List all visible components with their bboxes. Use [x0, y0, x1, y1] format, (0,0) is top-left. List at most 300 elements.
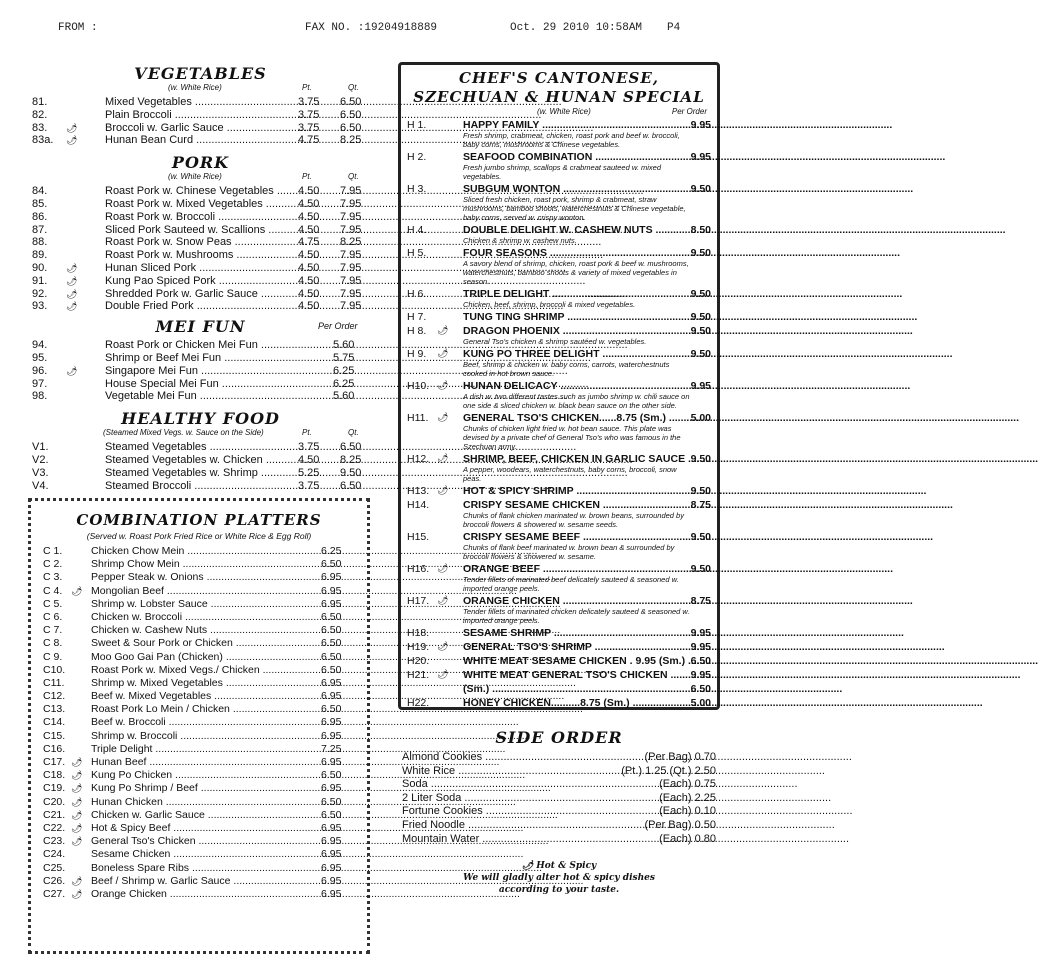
- chef-item: [407, 595, 711, 625]
- combo-price: 6.50: [321, 624, 342, 637]
- chef-item: [407, 151, 711, 181]
- combo-price: 6.50: [321, 663, 342, 676]
- footnote-line1: We will gladly alter hot & spicy dishes: [463, 873, 655, 884]
- combo-number: C 8.: [43, 637, 63, 650]
- menu-item-row: [28, 198, 373, 211]
- chili-icon: 🌶: [71, 796, 83, 807]
- item-name: Hunan Bean Curd .....: [105, 134, 335, 147]
- side-item-name: 2 Liter Soda .....: [402, 792, 642, 806]
- combo-name: Kung Po Shrimp / Beef .....: [91, 782, 326, 795]
- item-name: Steamed Vegetables w. Chicken .....: [105, 454, 335, 467]
- chili-icon: 🌶: [437, 641, 449, 651]
- price-quart: 6.50: [340, 479, 362, 492]
- side-order-list: [398, 751, 720, 846]
- item-number: 82.: [32, 108, 48, 121]
- price-quart: 7.95: [340, 300, 362, 313]
- combo-item-row: [31, 651, 367, 664]
- combo-name: Triple Delight .....: [91, 743, 326, 756]
- chef-item-description: A pepper, woodears, waterchestnuts, baby corns, broccoli, snow peas.: [463, 465, 677, 483]
- chef-item-description: Sliced fresh chicken, roast pork, shrimp & crabmeat, straw mushrooms, bamboo shoots, waterchestnuts & Chinese vegetable, baby corns, served w. crispy wonton.: [463, 195, 686, 222]
- footnote-line2: according to your taste.: [498, 885, 620, 896]
- combo-item-row: [31, 558, 367, 571]
- chef-item-name: HOT & SPICY SHRIMP .....: [463, 485, 653, 497]
- price-quart: 7.95: [340, 249, 362, 262]
- item-name: Roast Pork w. Mixed Vegetables .....: [105, 198, 335, 211]
- combo-price: 6.95: [321, 848, 342, 861]
- chef-item-code: H17.: [407, 595, 430, 607]
- chef-item-description: Chicken & shrimp w. cashew nuts.: [463, 236, 577, 245]
- price-pint: 4.50: [298, 261, 320, 274]
- combo-price: 7.25: [321, 742, 342, 755]
- chef-item-code: H13.: [407, 485, 430, 497]
- item-number: 98.: [32, 390, 48, 403]
- chef-item-code: H 5.: [407, 247, 427, 259]
- chef-item-description: Chunks of flank chicken marinated w. brown beans, surrounded by broccoli flowers & showered w. sesame seeds.: [463, 511, 684, 529]
- side-item-name: Soda .....: [402, 778, 642, 792]
- combo-item-row: [31, 545, 367, 558]
- combo-item-row: [31, 782, 367, 795]
- chef-item-description: Fresh shrimp, crabmeat, chicken, roast pork and beef w. broccoli, baby corns, mushrooms & Chinese vegetables.: [463, 131, 680, 149]
- item-number: 86.: [32, 210, 48, 223]
- chef-subhead: [407, 107, 711, 119]
- combo-item-row: [31, 769, 367, 782]
- chili-icon: 🌶: [66, 365, 78, 376]
- price-pint: 5.25: [298, 466, 320, 479]
- combo-price: 6.25: [321, 545, 342, 557]
- fax-page: P4: [667, 22, 681, 34]
- chef-item: [407, 325, 711, 346]
- item-name: Singapore Mei Fun .....: [105, 365, 340, 378]
- price-quart: 6.50: [340, 96, 362, 108]
- chef-item-name: TUNG TING SHRIMP .....: [463, 311, 653, 323]
- item-name: Roast Pork w. Broccoli .....: [105, 211, 335, 224]
- combo-number: C 2.: [43, 558, 63, 571]
- combo-name: Roast Pork Lo Mein / Chicken .....: [91, 703, 326, 716]
- combo-price: 6.50: [321, 558, 342, 571]
- combo-name: General Tso's Chicken .....: [91, 835, 326, 848]
- combo-item-row: [31, 703, 367, 716]
- menu-item-row: [28, 275, 373, 288]
- price-quart: 8.25: [340, 236, 362, 249]
- price-pint: 3.75: [298, 441, 320, 454]
- combo-number: C23.: [43, 835, 66, 848]
- vegetables-qt-header: Qt.: [348, 83, 359, 92]
- item-price: 5.60: [333, 390, 355, 403]
- side-order-title: SIDE ORDER: [495, 728, 623, 747]
- chef-item-name: WHITE MEAT SESAME CHICKEN . 9.95 (Sm.) .....: [463, 655, 653, 667]
- chef-item-name: DRAGON PHOENIX .....: [463, 325, 653, 337]
- chef-item-description: Tender fillets of marinated beef delicately sauteed & seasoned w. imported orange peels.: [463, 575, 679, 593]
- price-pint: 4.50: [298, 453, 320, 466]
- combo-name: Hunan Chicken .....: [91, 796, 326, 809]
- menu-item-row: [28, 134, 373, 147]
- combo-price: 6.50: [321, 703, 342, 716]
- item-number: 92.: [32, 287, 48, 300]
- item-number: 97.: [32, 377, 48, 390]
- chef-item-name: SHRIMP, BEEF, CHICKEN IN GARLIC SAUCE .....: [463, 453, 653, 465]
- item-price: 5.75: [333, 351, 355, 364]
- price-quart: 6.50: [340, 441, 362, 454]
- item-number: 83.: [32, 121, 48, 134]
- chef-item-code: H15.: [407, 531, 430, 543]
- chef-item-name: ORANGE CHICKEN .....: [463, 595, 653, 607]
- menu-item-row: [28, 288, 373, 301]
- chili-icon: 🌶: [66, 262, 78, 273]
- item-number: 83a.: [32, 134, 54, 147]
- chef-item-price: 9.95: [690, 119, 711, 131]
- item-number: 90.: [32, 261, 48, 274]
- item-name: House Special Mei Fun .....: [105, 378, 340, 391]
- chef-item-name: CRISPY SESAME CHICKEN .....: [463, 499, 653, 511]
- combo-name: Moo Goo Gai Pan (Chicken) .....: [91, 651, 326, 664]
- chef-item-name: FOUR SEASONS .....: [463, 247, 653, 259]
- item-number: 87.: [32, 223, 48, 236]
- side-item-row: [398, 792, 720, 806]
- combo-name: Sesame Chicken .....: [91, 848, 326, 861]
- combination-platters-box: [28, 498, 370, 954]
- item-name: Broccoli w. Garlic Sauce .....: [105, 122, 335, 135]
- vegetables-pt-header: Pt.: [302, 83, 312, 92]
- chef-special-box: [398, 62, 720, 710]
- combo-price: 6.95: [321, 597, 342, 610]
- combo-price: 6.50: [321, 769, 342, 782]
- chili-icon: 🌶: [437, 412, 449, 422]
- combo-price: 6.95: [321, 584, 342, 597]
- combo-name: Roast Pork w. Mixed Vegs./ Chicken .....: [91, 664, 326, 677]
- chili-icon: 🌶: [66, 301, 78, 312]
- chef-item-description: Chunks of chicken light fried w. hot bean sauce. This plate was devised by a private chef of General Tso's who was famous in the Szechuan army.: [463, 424, 681, 451]
- price-quart: 6.50: [340, 108, 362, 121]
- menu-item-row: [28, 441, 373, 454]
- chef-item-name: KUNG PO THREE DELIGHT .....: [463, 348, 653, 360]
- chef-item-price: 6.50: [690, 655, 711, 667]
- price-pint: 4.50: [298, 249, 320, 262]
- chef-item-price: 9.95: [690, 669, 711, 681]
- item-name: Sliced Pork Sauteed w. Scallions .....: [105, 224, 335, 237]
- combo-item-row: [31, 862, 367, 875]
- chef-item-code: H21.: [407, 669, 430, 681]
- item-name: Plain Broccoli .....: [105, 109, 335, 122]
- chef-item-name: DOUBLE DELIGHT W. CASHEW NUTS .....: [463, 224, 653, 236]
- side-item-row: [398, 819, 720, 833]
- chef-item-price: 9.50: [690, 311, 711, 323]
- healthy-title: HEALTHY FOOD: [121, 409, 280, 429]
- combo-item-row: [31, 624, 367, 637]
- chef-item-price: 9.50: [690, 485, 711, 497]
- combo-number: C24.: [43, 848, 66, 861]
- chef-item-price: 9.50: [690, 531, 711, 543]
- combo-name: Hot & Spicy Beef .....: [91, 822, 326, 835]
- side-item-name: Fried Noodle .....: [402, 819, 642, 833]
- combo-number: C21.: [43, 808, 66, 821]
- chili-icon: 🌶: [71, 875, 83, 886]
- combo-name: Beef w. Mixed Vegetables .....: [91, 690, 326, 703]
- item-number: 96.: [32, 364, 48, 377]
- combo-number: C22.: [43, 821, 66, 834]
- menu-item-row: [28, 185, 373, 198]
- item-name: Steamed Broccoli .....: [105, 480, 335, 493]
- mei-fun-list: [28, 339, 373, 403]
- chef-item-price: 8.50: [690, 224, 711, 236]
- combo-price: 6.95: [321, 887, 342, 900]
- combo-price: 6.95: [321, 874, 342, 887]
- mei-fun-title: MEI FUN: [155, 317, 246, 337]
- item-number: 95.: [32, 351, 48, 364]
- healthy-list: [28, 441, 373, 492]
- price-pint: 4.75: [298, 236, 320, 249]
- chili-icon: 🌶: [71, 809, 83, 820]
- fax-date: Oct. 29 2010 10:58AM: [510, 22, 643, 34]
- combo-number: C12.: [43, 690, 66, 703]
- combo-name: Chicken Chow Mein .....: [91, 545, 326, 558]
- chef-item: [407, 563, 711, 593]
- side-item-price: (Per Bag) 0.50: [644, 818, 716, 831]
- combo-item-row: [31, 664, 367, 677]
- menu-item-row: [28, 249, 373, 262]
- combo-number: C26.: [43, 874, 66, 887]
- item-name: Shrimp or Beef Mei Fun .....: [105, 352, 340, 365]
- healthy-pt-header: Pt.: [302, 428, 312, 438]
- combo-price: 6.95: [321, 571, 342, 584]
- combo-number: C27.: [43, 887, 66, 900]
- chef-item-price: 9.95: [690, 641, 711, 653]
- chef-item: [407, 288, 711, 309]
- combo-price: 6.50: [321, 610, 342, 623]
- chef-item-price: 6.50: [690, 683, 711, 695]
- price-pint: 4.50: [298, 223, 320, 236]
- price-pint: 3.75: [298, 96, 320, 108]
- combo-item-row: [31, 809, 367, 822]
- item-number: V4.: [32, 479, 49, 492]
- combo-name: Chicken w. Cashew Nuts .....: [91, 624, 326, 637]
- combo-name: Sweet & Sour Pork or Chicken .....: [91, 637, 326, 650]
- pork-title: PORK: [171, 153, 230, 173]
- menu-item-row: [28, 467, 373, 480]
- combo-name: Boneless Spare Ribs .....: [91, 862, 326, 875]
- chef-item-price: 9.50: [690, 453, 711, 465]
- combo-item-row: [31, 571, 367, 584]
- combo-number: C10.: [43, 663, 66, 676]
- price-quart: 7.95: [340, 223, 362, 236]
- combo-number: C 3.: [43, 571, 63, 584]
- price-quart: 7.95: [340, 261, 362, 274]
- healthy-note: (Steamed Mixed Vegs. w. Sauce on the Side): [103, 428, 264, 438]
- item-name: Vegetable Mei Fun .....: [105, 390, 340, 403]
- chili-icon: 🌶: [66, 122, 78, 133]
- combo-item-row: [31, 822, 367, 835]
- chef-item-price: 9.95: [690, 380, 711, 392]
- side-item-price: (Pt.) 1.25 (Qt.) 2.50: [621, 764, 716, 777]
- item-name: Mixed Vegetables .....: [105, 96, 335, 109]
- pork-list: [28, 185, 373, 313]
- menu-item-row: [28, 378, 373, 391]
- combo-name: Chicken w. Garlic Sauce .....: [91, 809, 326, 822]
- chef-item-name: ORANGE BEEF .....: [463, 563, 653, 575]
- price-pint: 4.75: [298, 134, 320, 147]
- chili-icon: 🌶: [66, 135, 78, 146]
- combo-number: C 5.: [43, 597, 63, 610]
- combo-name: Shrimp w. Mixed Vegetables .....: [91, 677, 326, 690]
- chef-note: (w. White Rice): [537, 107, 591, 116]
- chef-item-price: 9.50: [690, 325, 711, 337]
- item-number: 91.: [32, 274, 48, 287]
- chili-icon: 🌶: [437, 669, 449, 679]
- item-number: 94.: [32, 339, 48, 352]
- side-item-price: (Each) 0.80: [659, 832, 716, 845]
- menu-item-row: [28, 365, 373, 378]
- item-number: 93.: [32, 300, 48, 313]
- side-item-row: [398, 778, 720, 792]
- combo-name: Hunan Beef .....: [91, 756, 326, 769]
- chef-item-price: 9.50: [690, 183, 711, 195]
- combo-list: [31, 545, 367, 901]
- combo-number: C15.: [43, 729, 66, 742]
- chef-item-price: 9.50: [690, 247, 711, 259]
- chili-icon: 🌶: [437, 380, 449, 390]
- chef-item: [407, 641, 711, 653]
- combo-number: C13.: [43, 703, 66, 716]
- chef-item-name: HAPPY FAMILY .....: [463, 119, 653, 131]
- chef-item-price: 9.50: [690, 563, 711, 575]
- combo-item-row: [31, 743, 367, 756]
- chef-item-name: SUBGUM WONTON .....: [463, 183, 653, 195]
- chef-item-price: 9.50: [690, 348, 711, 360]
- price-pint: 3.75: [298, 121, 320, 134]
- item-name: Kung Pao Spiced Pork .....: [105, 275, 335, 288]
- pork-note: (w. White Rice): [168, 172, 222, 182]
- pork-qt-header: Qt.: [348, 172, 359, 182]
- item-name: Double Fried Pork .....: [105, 300, 335, 313]
- fax-number: FAX NO. :19204918889: [305, 22, 438, 34]
- price-pint: 4.50: [298, 274, 320, 287]
- chef-item: [407, 453, 711, 483]
- combo-item-row: [31, 611, 367, 624]
- chili-icon: 🌶: [71, 888, 83, 899]
- chef-item-name: WHITE MEAT GENERAL TSO'S CHICKEN .....: [463, 669, 653, 681]
- side-item-price: (Per Bag) 0.70: [644, 751, 716, 763]
- combo-item-row: [31, 637, 367, 650]
- chef-item-name: HONEY CHICKEN..........8.75 (Sm.) .....: [463, 697, 653, 709]
- item-number: 89.: [32, 249, 48, 262]
- menu-item-row: [28, 454, 373, 467]
- price-quart: 6.50: [340, 121, 362, 134]
- price-pint: 4.50: [298, 197, 320, 210]
- combo-number: C 7.: [43, 624, 63, 637]
- combo-price: 6.95: [321, 690, 342, 703]
- chef-item-code: H19.: [407, 641, 430, 653]
- chef-item: [407, 499, 711, 529]
- chef-item-name: HUNAN DELICACY .....: [463, 380, 653, 392]
- chef-item-name: CRISPY SESAME BEEF .....: [463, 531, 653, 543]
- combo-number: C19.: [43, 782, 66, 795]
- chef-item-description: A dish w. two different tastes such as jumbo shrimp w. chili sauce on one side & sliced chicken w. black bean sauce on the other side.: [463, 392, 690, 410]
- combo-price: 6.50: [321, 650, 342, 663]
- chef-item-code: H14.: [407, 499, 430, 511]
- chef-item-code: H 9.: [407, 348, 427, 360]
- combo-name: Beef / Shrimp w. Garlic Sauce .....: [91, 875, 326, 888]
- menu-item-row: [28, 262, 373, 275]
- combo-price: 6.95: [321, 676, 342, 689]
- price-quart: 7.95: [340, 210, 362, 223]
- item-number: 85.: [32, 197, 48, 210]
- combo-price: 6.50: [321, 808, 342, 821]
- footnote: [398, 860, 720, 896]
- chef-item-code: H18.: [407, 627, 430, 639]
- chef-item-code: H20.: [407, 655, 430, 667]
- item-name: Roast Pork w. Chinese Vegetables .....: [105, 185, 335, 198]
- item-name: Steamed Vegetables .....: [105, 441, 335, 454]
- chili-icon: 🌶: [71, 836, 83, 847]
- price-pint: 4.50: [298, 185, 320, 198]
- chef-item-price: 5.00: [690, 412, 711, 424]
- chef-item-code: H 4.: [407, 224, 427, 236]
- combo-number: C14.: [43, 716, 66, 729]
- chili-icon: 🌶: [437, 325, 449, 335]
- item-name: Hunan Sliced Pork .....: [105, 262, 335, 275]
- combo-item-row: [31, 598, 367, 611]
- combo-number: C 1.: [43, 545, 63, 557]
- menu-item-row: [28, 122, 373, 135]
- chef-item: [407, 485, 711, 497]
- combo-name: Beef w. Broccoli .....: [91, 716, 326, 729]
- chef-item: [407, 380, 711, 410]
- combo-item-row: [31, 677, 367, 690]
- combo-number: C 4.: [43, 584, 63, 597]
- combo-name: Kung Po Chicken .....: [91, 769, 326, 782]
- item-number: 84.: [32, 185, 48, 198]
- item-number: V1.: [32, 441, 49, 454]
- combo-item-row: [31, 835, 367, 848]
- menu-item-row: [28, 236, 373, 249]
- chili-icon: 🌶: [437, 595, 449, 605]
- combo-item-row: [31, 585, 367, 598]
- menu-item-row: [28, 224, 373, 237]
- combo-note: (Served w. Roast Pork Fried Rice or White Rice & Egg Roll): [86, 531, 312, 541]
- chef-item: [407, 627, 711, 639]
- chili-icon: 🌶: [66, 275, 78, 286]
- chef-item-description: Beef, shrimp & chicken w. baby corns, carrots, waterchestnuts cooked in hot brown sauce.: [463, 360, 670, 378]
- combo-name: Shrimp Chow Mein .....: [91, 558, 326, 571]
- chef-item: [407, 247, 711, 286]
- menu-item-row: [28, 480, 373, 493]
- price-quart: 7.95: [340, 185, 362, 198]
- healthy-qt-header: Qt.: [348, 428, 359, 438]
- combo-item-row: [31, 756, 367, 769]
- combo-name: Pepper Steak w. Onions .....: [91, 571, 326, 584]
- chili-icon: 🌶: [71, 585, 83, 596]
- chef-title-line1: CHEF'S CANTONESE,: [459, 69, 659, 87]
- chili-icon: 🌶: [71, 822, 83, 833]
- vegetables-subhead: [28, 83, 373, 96]
- side-item-row: [398, 833, 720, 847]
- chili-icon: 🌶: [437, 348, 449, 358]
- combo-title: COMBINATION PLATTERS: [76, 511, 322, 529]
- item-price: 6.25: [333, 364, 355, 377]
- chef-item-description: Fresh jumbo shrimp, scallops & crabmeat sauteed w. mixed vegetables.: [463, 163, 661, 181]
- price-quart: 8.25: [340, 134, 362, 147]
- chili-icon: 🌶: [437, 563, 449, 573]
- side-item-name: Fortune Cookies .....: [402, 805, 642, 819]
- chef-item-code: H 6.: [407, 288, 427, 300]
- combo-price: 6.50: [321, 795, 342, 808]
- side-item-name: White Rice .....: [402, 765, 642, 779]
- chef-item-code: H 3.: [407, 183, 427, 195]
- mei-fun-header: [28, 317, 373, 339]
- chef-item-description: Tender fillets of marinated chicken delicately sauteed & seasoned w. imported orange peels.: [463, 607, 690, 625]
- chef-item-price: 9.95: [690, 151, 711, 163]
- chili-icon: 🌶: [521, 861, 534, 872]
- chili-icon: 🌶: [437, 453, 449, 463]
